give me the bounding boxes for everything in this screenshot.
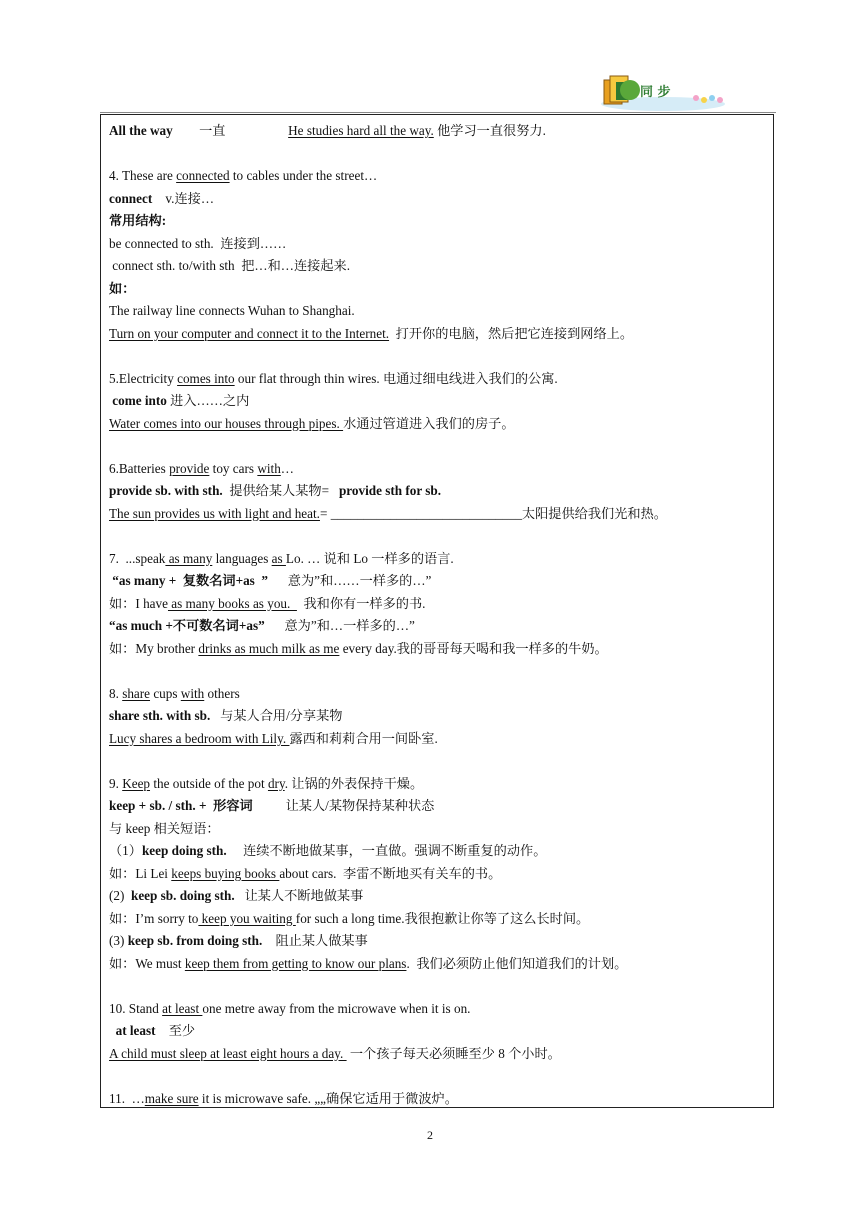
item8-example: Lucy shares a bedroom with Lily. 露西和莉莉合用一间卧室. (109, 730, 438, 746)
sync-logo (596, 72, 730, 112)
item4-structures-label: 常用结构: (109, 213, 167, 228)
item4-word: connect v.连接… (109, 190, 215, 206)
prev-phrase-line (109, 120, 769, 143)
item7-example2: 如：My brother drinks as much milk as me every day.我的哥哥每天喝和我一样多的牛奶。 (109, 640, 608, 656)
header-rule (100, 112, 776, 113)
item4-intro: 4. These are connected to cables under the street… (109, 168, 378, 183)
example: He studies hard all the way. (288, 123, 434, 138)
item5-example: Water comes into our houses through pipes. 水通过管道进入我们的房子。 (109, 415, 515, 431)
item6-intro: 6.Batteries provide toy cars with… (109, 460, 294, 476)
item9-phrase2: (2) keep sb. doing sth. 让某人不断地做某事 (109, 888, 364, 903)
item7-pattern2: “as much +不可数名词+as” 意为”和…一样多的…” (109, 618, 415, 633)
item10-intro: 10. Stand at least one metre away from the microwave when it is on. (109, 1000, 471, 1016)
item9-phrase3: (3) keep sb. from doing sth. 阻止某人做某事 (109, 933, 368, 948)
item7-pattern1: “as many + 复数名词+as ” 意为”和……一样多的…” (109, 573, 432, 588)
item5-phrase: come into 进入……之内 (109, 393, 250, 408)
page-number: 2 (427, 1128, 433, 1142)
item5-intro: 5.Electricity comes into our flat through thin wires. 电通过细电线进入我们的公寓. (109, 370, 558, 386)
item4-structure2: connect sth. to/with sth 把…和…连接起来. (109, 258, 351, 273)
item8-intro: 8. share cups with others (109, 685, 240, 701)
logo-text: 同 步 (640, 85, 671, 100)
item9-structure: keep + sb. / sth. + 形容词 让某人/某物保持某种状态 (109, 798, 435, 813)
item9-phrase1: （1）keep doing sth. 连续不断地做某事，一直做。强调不断重复的动作。 (109, 843, 547, 858)
item4-structure1: be connected to sth. 连接到…… (109, 235, 287, 251)
item6-structure: provide sb. with sth. 提供给某人某物= provide sth for sb. (109, 483, 442, 498)
item9-related-label: 与 keep 相关短语： (109, 820, 220, 836)
item6-example: The sun provides us with light and heat.= _____________________________太阳提供给我们光和热。 (109, 505, 667, 521)
phrase-meaning: 一直 (199, 123, 226, 138)
item4-example1: The railway line connects Wuhan to Shanghai. (109, 303, 355, 318)
item9-intro: 9. Keep the outside of the pot dry. 让锅的外表保持干燥。 (109, 775, 424, 791)
notes-table (100, 114, 774, 1108)
item9-example1: 如：Li Lei keeps buying books about cars. 李雷不断地买有关车的书。 (109, 865, 502, 881)
example-cn: 他学习一直很努力. (437, 123, 546, 138)
item10-phrase: at least 至少 (109, 1023, 196, 1038)
item9-example2: 如：I’m sorry to keep you waiting for such a long time.我很抱歉让你等了这么长时间。 (109, 910, 590, 926)
item7-intro: 7. ...speak as many languages as Lo. … 说和 Lo 一样多的语言. (109, 550, 454, 566)
item4-example2: Turn on your computer and connect it to the Internet. 打开你的电脑，然后把它连接到网络上。 (109, 325, 634, 341)
item11-intro: 11. …make sure it is microwave safe. „„确保它适用于微波炉。 (109, 1090, 458, 1106)
item4-example-label: 如： (109, 280, 136, 296)
item7-example1: 如：I have as many books as you. 我和你有一样多的书. (109, 595, 426, 611)
item10-example: A child must sleep at least eight hours a day. 一个孩子每天必须睡至少 8 个小时。 (109, 1045, 561, 1061)
phrase: All the way (109, 123, 173, 138)
item8-structure: share sth. with sb. 与某人合用/分享某物 (109, 708, 343, 723)
item9-example3: 如：We must keep them from getting to know our plans. 我们必须防止他们知道我们的计划。 (109, 955, 628, 971)
